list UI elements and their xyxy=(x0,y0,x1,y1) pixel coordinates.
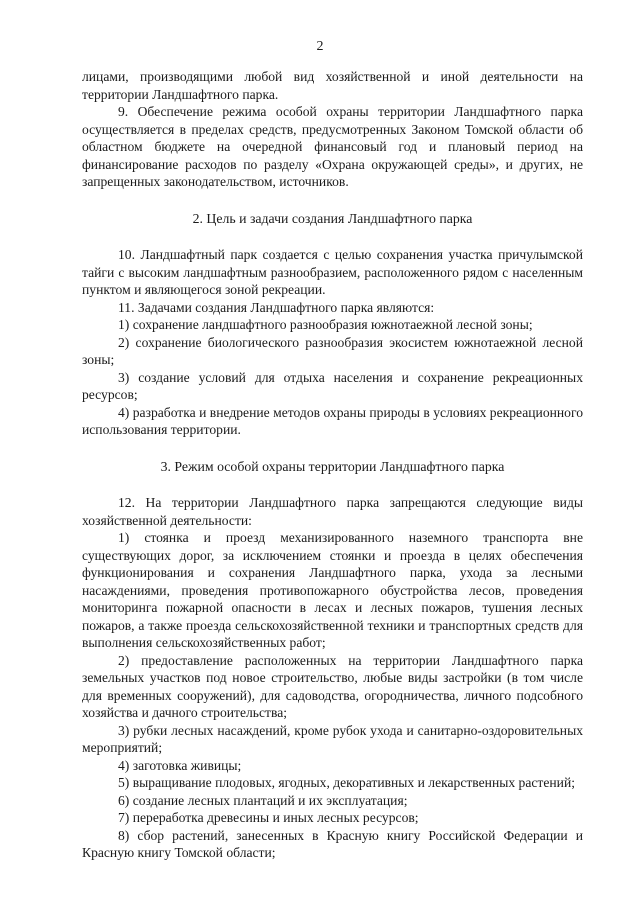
paragraph: 9. Обеспечение режима особой охраны территории Ландшафтного парка осуществляется в пределах средств, предусмотренных Законом Томской области об областном бюджете на очередной финансовый год и плановый период на финансирование расходов по разделу «Охрана окружающей среды», и других, не запрещенных законодательством, источников. xyxy=(82,104,583,189)
paragraph: 11. Задачами создания Ландшафтного парка являются: xyxy=(118,299,435,315)
paragraph: 2) предоставление расположенных на территории Ландшафтного парка земельных участков под новое строительство, любые виды застройки (в том числе для временных сооружений), для садоводства, огородничества, личного подсобного хозяйства и дачного строительства; xyxy=(82,652,583,720)
paragraph: 3) рубки лесных насаждений, кроме рубок ухода и санитарно-оздоровительных мероприятий; xyxy=(82,722,583,755)
paragraph: лицами, производящими любой вид хозяйственной и иной деятельности на территории Ландшафтного парка. xyxy=(82,69,583,102)
paragraph: 5) выращивание плодовых, ягодных, декоративных и лекарственных растений; xyxy=(118,775,575,790)
paragraph: 10. Ландшафтный парк создается с целью сохранения участка причулымской тайги с высоким ландшафтным разнообразием, расположенного рядом с населенным пунктом и являющегося зоной рекреации. xyxy=(82,247,583,297)
paragraph: 3) создание условий для отдыха населения и сохранение рекреационных ресурсов; xyxy=(82,369,583,402)
paragraph: 1) стоянка и проезд механизированного наземного транспорта вне существующих дорог, за исключением стоянки и проезда в целях обеспечения функционирования и сохранения Ландшафтного парка, ухода за лесными насаждениями, проведения противопожарного обустройства лесов, проведения мониторинга пожарной опасности в лесах и лесных пожаров, тушения лесных пожаров, а также проезда сельскохозяйственной техники и транспортных средств для выполнения сельскохозяйственных работ; xyxy=(82,530,583,650)
section-heading: 3. Режим особой охраны территории Ландшафтного парка xyxy=(160,458,505,474)
paragraph: 4) заготовка живицы; xyxy=(118,757,242,773)
paragraph: 6) создание лесных плантаций и их эксплуатация; xyxy=(118,792,408,808)
section-heading: 2. Цель и задачи создания Ландшафтного парка xyxy=(192,210,473,226)
paragraph: 2) сохранение биологического разнообразия экосистем южнотаежной лесной зоны; xyxy=(82,334,583,367)
paragraph: 12. На территории Ландшафтного парка запрещаются следующие виды хозяйственной деятельности: xyxy=(82,495,583,528)
paragraph: 7) переработка древесины и иных лесных ресурсов; xyxy=(118,810,419,825)
paragraph: 1) сохранение ландшафтного разнообразия южнотаежной лесной зоны; xyxy=(118,317,533,332)
paragraph: 4) разработка и внедрение методов охраны природы в условиях рекреационного использования территории. xyxy=(82,404,583,437)
document-body xyxy=(82,68,583,862)
page-number: 2 xyxy=(316,39,324,54)
paragraph: 8) сбор растений, занесенных в Красную книгу Российской Федерации и Красную книгу Томской области; xyxy=(82,827,583,860)
